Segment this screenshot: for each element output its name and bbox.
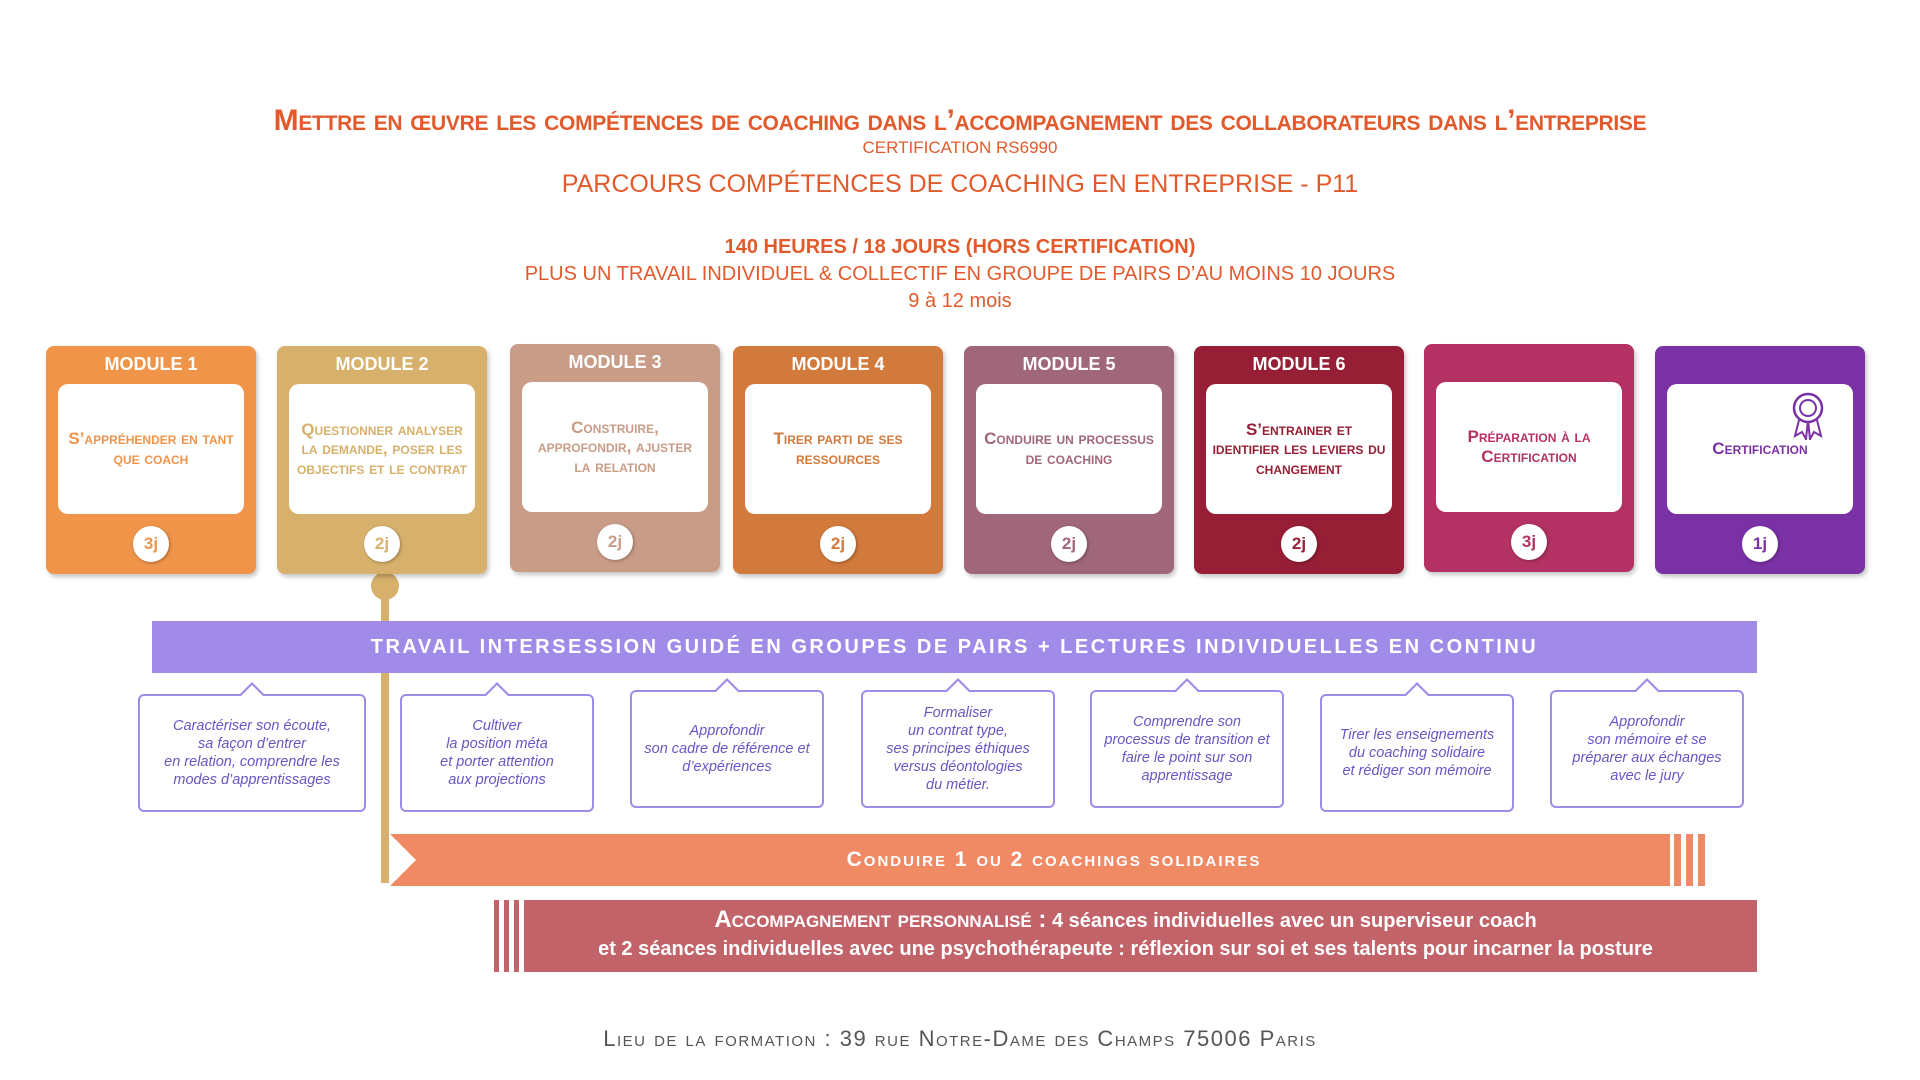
module-2-connector-dot	[371, 572, 399, 600]
module-card-3	[510, 344, 720, 572]
module-label: MODULE 1	[104, 354, 198, 374]
peer-work-summary: PLUS UN TRAVAIL INDIVIDUEL & COLLECTIF EN GROUPE DE PAIRS D’AU MOINS 10 JOURS	[524, 263, 1396, 285]
module-topic: Conduire un processus de coaching	[976, 384, 1162, 514]
module-days-badge: 2j	[364, 526, 400, 562]
module-topic: Tirer parti de ses ressources	[745, 384, 931, 514]
module-label: MODULE 5	[1022, 354, 1116, 374]
duration: 9 à 12 mois	[908, 290, 1012, 312]
module-days-badge: 2j	[1281, 526, 1317, 562]
bubble-5: Comprendre son processus de transition et faire le point sur son apprentissage	[1090, 690, 1284, 808]
module-label: MODULE 2	[335, 354, 429, 374]
bubble-7: Approfondir son mémoire et se préparer aux échanges avec le jury	[1550, 690, 1744, 808]
module-card-6	[1194, 346, 1404, 574]
intersession-band: TRAVAIL INTERSESSION GUIDÉ EN GROUPES DE PAIRS + LECTURES INDIVIDUELLES EN CONTINU	[152, 621, 1757, 673]
module-card-8	[1655, 346, 1865, 574]
hours-summary: 140 HEURES / 18 JOURS (HORS CERTIFICATION)	[724, 236, 1196, 258]
module-label: MODULE 3	[568, 352, 662, 372]
module-days-badge: 3j	[133, 526, 169, 562]
module-days-badge: 2j	[820, 526, 856, 562]
module-card-7	[1424, 344, 1634, 572]
footer-location: Lieu de la formation : 39 rue Notre-Dame des Champs 75006 Paris	[603, 1026, 1317, 1051]
module-days-badge: 2j	[1051, 526, 1087, 562]
module-days-badge: 1j	[1742, 526, 1778, 562]
accompagnement-lead: Accompagnement personnalisé :	[714, 906, 1047, 933]
module-topic: S’appréhender en tant que coach	[58, 384, 244, 514]
bubble-1: Caractériser son écoute, sa façon d’entrer en relation, comprendre les modes d’apprentissages	[138, 694, 366, 812]
coachings-label: Conduire 1 ou 2 coachings solidaires	[846, 848, 1262, 871]
module-topic: Préparation à la Certification	[1436, 382, 1622, 512]
main-title: Mettre en œuvre les compétences de coaching dans l’accompagnement des collaborateurs dans l’entreprise	[273, 104, 1647, 137]
module-label: MODULE 4	[791, 354, 885, 374]
module-topic: Certification	[1667, 384, 1853, 514]
accompagnement-line2: et 2 séances individuelles avec une psychothérapeute : réflexion sur soi et ses talents pour incarner la posture	[598, 938, 1653, 960]
module-card-5	[964, 346, 1174, 574]
module-card-4	[733, 346, 943, 574]
parcours-title: PARCOURS COMPÉTENCES DE COACHING EN ENTREPRISE - P11	[561, 170, 1359, 198]
module-topic: Questionner analyser la demande, poser les objectifs et le contrat	[289, 384, 475, 514]
module-card-2	[277, 346, 487, 574]
accompagnement-line1: 4 séances individuelles avec un superviseur coach	[1051, 910, 1537, 932]
module-topic: Construire, approfondir, ajuster la relation	[522, 382, 708, 512]
module-card-1	[46, 346, 256, 574]
award-ribbon-icon	[1791, 392, 1825, 440]
bubble-3: Approfondir son cadre de référence et d’expériences	[630, 690, 824, 808]
bubble-4: Formaliser un contrat type, ses principes éthiques versus déontologies du métier.	[861, 690, 1055, 808]
module-label: MODULE 6	[1252, 354, 1346, 374]
bubble-6: Tirer les enseignements du coaching solidaire et rédiger son mémoire	[1320, 694, 1514, 812]
module-days-badge: 2j	[597, 524, 633, 560]
bubble-2: Cultiver la position méta et porter attention aux projections	[400, 694, 594, 812]
module-days-badge: 3j	[1511, 524, 1547, 560]
accompagnement-text	[494, 906, 1757, 963]
certification-code: CERTIFICATION RS6990	[862, 138, 1058, 157]
module-topic: S’entrainer et identifier les leviers du changement	[1206, 384, 1392, 514]
